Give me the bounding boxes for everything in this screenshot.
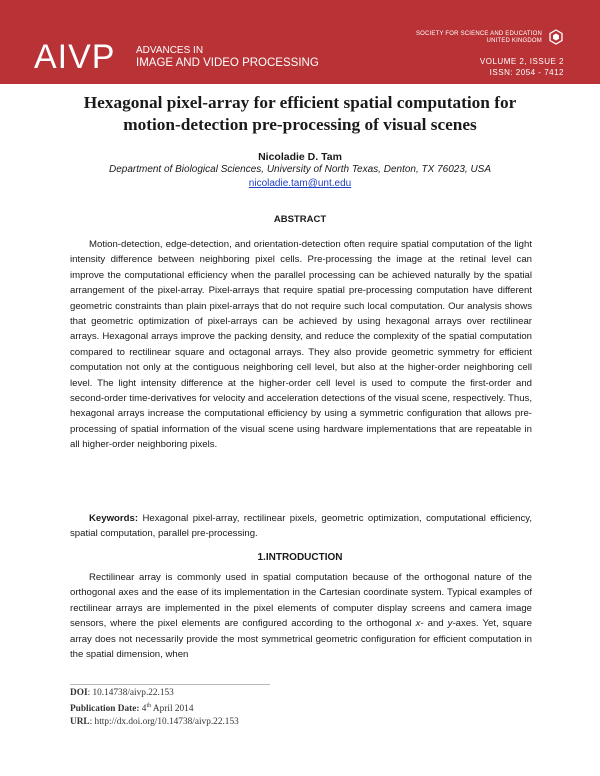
intro-x-axis: x- (415, 618, 424, 630)
society-line2: UNITED KINGDOM (486, 38, 542, 44)
author-name: Nicoladie D. Tam (258, 151, 342, 163)
journal-name (136, 44, 319, 70)
footer-publication-date (70, 700, 239, 716)
society-name (416, 31, 542, 45)
author-email (0, 178, 600, 189)
author-affiliation: Department of Biological Sciences, University of North Texas, Denton, TX 76023, USA (108, 164, 492, 175)
footer (70, 687, 239, 728)
author-email-link[interactable]: nicoladie.tam@unt.edu (248, 178, 352, 189)
paper-title-line2: motion-detection pre-processing of visual scenes (123, 115, 477, 134)
society-logo-icon (548, 29, 564, 45)
journal-banner (0, 0, 600, 84)
footer-divider (70, 684, 270, 685)
pub-date-rest: April 2014 (151, 703, 194, 714)
paper-title-line1: Hexagonal pixel-array for efficient spatial computation for (83, 93, 517, 112)
keywords-text: Hexagonal pixel-array, rectilinear pixels, geometric optimization, computational efficiency, spatial computation, parallel pre-processing. (70, 513, 532, 540)
journal-name-line1: ADVANCES IN (136, 45, 204, 56)
pub-date-label: Publication Date: (70, 703, 140, 714)
keywords (70, 511, 532, 542)
doi-label: DOI (70, 688, 88, 698)
issn: ISSN: 2054 - 7412 (489, 68, 564, 77)
abstract-heading: ABSTRACT (273, 214, 327, 225)
section-heading-introduction: 1.INTRODUCTION (257, 552, 343, 563)
society-line1: SOCIETY FOR SCIENCE AND EDUCATION (415, 31, 542, 37)
intro-part-b: and (423, 618, 448, 630)
journal-logo: AIVP (34, 38, 116, 76)
pub-date-day: 4 (139, 703, 147, 714)
footer-doi (70, 687, 239, 700)
abstract-text: Motion-detection, edge-detection, and orientation-detection often require spatial computation of the light intensity difference between neighboring pixel cells. Pre-processing the image at the retinal level can improve the computational efficiency when the parallel processing can be achieved naturally by the spatial arrangement of the pixel-array. Pixel-arrays that require spatial pre-processing computation have different geometric constraints than plain pixel-arrays that do not require such local computation. Our analysis shows that geometric optimization of pixel-arrays can be achieved by using hexagonal arrays over rectilinear arrays. Hexagonal arrays improve the packing density, and reduce the complexity of the spatial computation compared to rectilinear square and octagonal arrays. They also provide geometric symmetry for efficient computation not only at the contiguous neighboring cell level, but also at the higher-order neighboring cell level. The light intensity difference at the higher-order cell level is used to compute the first-order and second-order time-derivatives for velocity and acceleration detections of the visual scene, respectively. Thus, hexagonal arrays increase the computational efficiency by using a symmetric configuration that allows pre-processing of spatial information of the visual scene using hardware implementations that are repeatable in all higher-order neighboring pixels. (70, 239, 532, 451)
url-value[interactable]: : http://dx.doi.org/10.14738/aivp.22.153 (89, 716, 239, 727)
intro-part-a: Rectilinear array is commonly used in spatial computation because of the orthogonal nature of the orthogonal axes and the ease of its implementation in the Cartesian coordinate system. Typical examples of rectilinear arrays are implemented in the pixel elements of computer display screens and camera image sensors, where the pixel elements are configured according to the orthogonal (70, 572, 532, 630)
keywords-label: Keywords: (89, 513, 139, 524)
journal-name-line2: IMAGE AND VIDEO PROCESSING (136, 57, 319, 69)
intro-part-c: axes. Yet, square array does not necessarily provide the most symmetrical geometric configuration for efficient computation in the spatial dimension, when (70, 618, 532, 661)
url-label: URL (70, 716, 90, 727)
volume-issue: VOLUME 2, ISSUE 2 (479, 57, 564, 66)
paper-title (30, 92, 570, 136)
introduction-text (70, 570, 532, 662)
volume-info (480, 56, 564, 78)
doi-value: : 10.14738/aivp.22.153 (87, 688, 174, 698)
intro-y-axis: y- (447, 618, 456, 630)
footer-url (70, 716, 239, 729)
pub-date-suffix: th (146, 702, 152, 709)
